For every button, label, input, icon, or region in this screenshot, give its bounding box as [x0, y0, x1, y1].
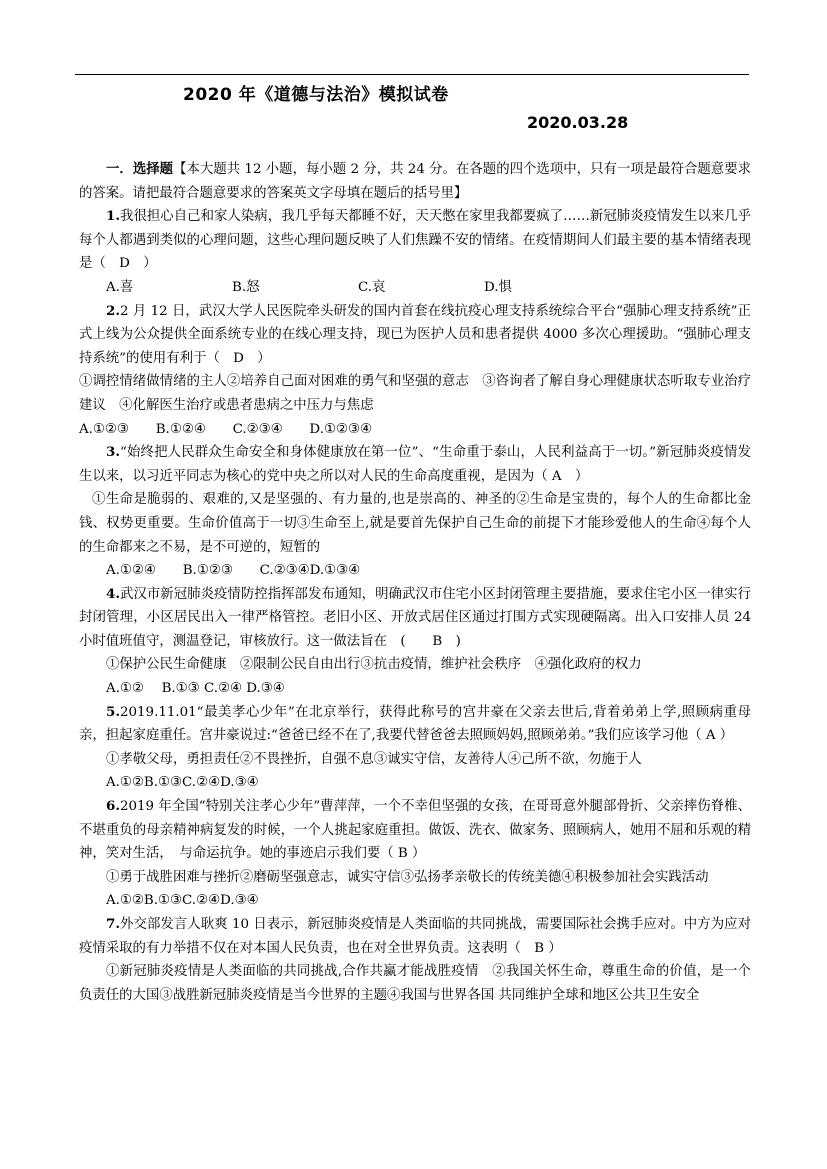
question-6 — [79, 795, 751, 866]
question-3 — [79, 441, 751, 488]
question-stem: 外交部发言人耿爽 10 日表示，新冠肺炎疫情是人类面临的共同挑战，需要国际社会携手应对。中方为应对疫情采取的有力举措不仅在对本国人民负责，也在对全世界负责。这表明（ B ） — [79, 917, 751, 956]
question-5 — [79, 701, 751, 748]
question-3-items: ①生命是脆弱的、艰难的,又是坚强的、有力量的,也是崇高的、神圣的②生命是宝贵的，每个人的生命都比金钱、权势更重要。生命价值高于一切③生命至上,就是要首先保护自己生命的前提下才能珍爱他人的生命④每个人的生命都来之不易，是不可逆的，短暂的 — [79, 492, 751, 555]
question-1-options — [79, 276, 751, 300]
question-stem: “始终把人民群众生命安全和身体健康放在第一位”、“生命重于泰山，人民利益高于一切。”新冠肺炎疫情发生以来，以习近平同志为核心的党中央之所以对人民的生命高度重视，是因为（ A ） — [79, 445, 751, 484]
question-5-options: A.①②B.①③C.②④D.③④ — [106, 775, 259, 791]
question-number: 3. — [106, 444, 120, 461]
section-instructions: 【本大题共 12 小题，每小题 2 分，共 24 分。在各题的四个选项中，只有一项是最符合题意要求的答案。请把最符合题意要求的答案英文字母填在题后的括号里】 — [79, 162, 752, 201]
question-2-items: ①调控情绪做情绪的主人②培养自己面对困难的勇气和坚强的意志 ③咨询者了解自身心理健康状态听取专业治疗建议 ④化解医生治疗或患者患病之中压力与焦虑 — [79, 374, 751, 413]
question-number: 2. — [106, 302, 120, 319]
question-number: 1. — [106, 208, 120, 225]
option-b: B.怒 — [232, 279, 260, 295]
question-stem: 我很担心自己和家人染病，我几乎每天都睡不好，天天憋在家里我都要疯了……新冠肺炎疫情发生以来几乎每个人都遇到类似的心理问题，这些心理问题反映了人们焦躁不安的情绪。在疫情期间人们最主要的基本情绪表现是（ D ） — [79, 209, 751, 272]
question-4-options: A.①② B.①③ C.②④ D.③④ — [106, 681, 285, 697]
question-1 — [79, 205, 751, 276]
question-4 — [79, 583, 751, 654]
option-c: C.哀 — [358, 279, 386, 295]
question-number: 5. — [106, 703, 120, 720]
question-3-options: A.①②④ B.①②③ C.②③④D.①③④ — [106, 563, 361, 579]
question-stem: 2019.11.01“最美孝心少年”在北京举行，获得此称号的宫井豪在父亲去世后,背着弟弟上学,照顾病重母亲，担起家庭重任。宫井豪说过:“爸爸已经不在了,我要代替爸爸去照顾妈妈,照顾弟弟。”我们应该学习他（ A ） — [79, 704, 751, 744]
question-7 — [79, 913, 751, 960]
question-2 — [79, 300, 751, 371]
header-rule — [75, 74, 749, 75]
question-number: 7. — [106, 916, 120, 932]
option-d: D.惧 — [484, 279, 512, 295]
section-label: 一．选择题 — [106, 161, 174, 177]
question-stem: 2019 年全国“特别关注孝心少年”曹萍萍，一个不幸但坚强的女孩，在哥哥意外腿部骨折、父亲摔伤脊椎、不堪重负的母亲精神病复发的时候，一个人挑起家庭重担。做饭、洗衣、做家务、照顾病人，她用不屈和乐观的精神，笑对生活， 与命运抗争。她的事迹启示我们要（ B ） — [79, 799, 751, 862]
question-4-items: ①保护公民生命健康 ②限制公民自由出行③抗击疫情，维护社会秩序 ④强化政府的权力 — [106, 657, 642, 673]
question-5-items: ①孝敬父母，勇担责任②不畏挫折，自强不息③诚实守信，友善待人④己所不欲，勿施于人 — [106, 751, 642, 767]
exam-body — [79, 158, 751, 1007]
question-stem: 武汉市新冠肺炎疫情防控指挥部发布通知，明确武汉市住宅小区封闭管理主要措施，要求住宅小区一律实行封闭管理，小区居民出入一律严格管控。老旧小区、开放式居住区通过打围方式实现硬隔离。出入口安排人员 24 小时值班值守，测温登记，审核放行。这一做法旨在 ( B ) — [79, 586, 751, 649]
question-6-items: ①勇于战胜困难与挫折②磨砺坚强意志，诚实守信③弘扬孝亲敬长的传统美德④积极参加社会实践活动 — [106, 869, 709, 885]
option-a: A.喜 — [106, 279, 134, 295]
question-stem: 2 月 12 日，武汉大学人民医院牵头研发的国内首套在线抗疫心理支持系统综合平台“强肺心理支持系统”正式上线为公众提供全面系统专业的在线心理支持，现已为医护人员和患者提供 4000 多次心理援助。“强肺心理支持系统”的使用有利于（ D ） — [79, 303, 751, 366]
question-number: 4. — [106, 585, 120, 602]
exam-date: 2020.03.28 — [527, 113, 629, 132]
question-2-options: A.①②③ B.①②④ C.②③④ D.①②③④ — [79, 421, 372, 437]
question-number: 6. — [106, 798, 120, 815]
section-header — [79, 158, 751, 205]
question-7-items: ①新冠肺炎疫情是人类面临的共同挑战,合作共赢才能战胜疫情 ②我国关怀生命，尊重生命的价值，是一个负责任的大国③战胜新冠肺炎疫情是当今世界的主题④我国与世界各国 共同维护全球和地区公共卫生安全 — [79, 964, 751, 1003]
question-6-options: A.①②B.①③C.②④D.③④ — [106, 893, 259, 909]
page-title: 2020 年《道德与法治》模拟试卷 — [183, 85, 449, 105]
